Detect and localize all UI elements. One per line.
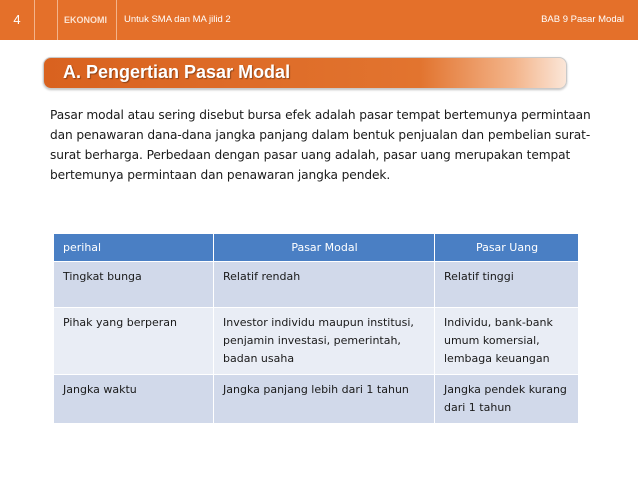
column-header: perihal bbox=[54, 234, 214, 262]
header-divider bbox=[34, 0, 35, 40]
header-divider bbox=[57, 0, 58, 40]
header-divider bbox=[116, 0, 117, 40]
section-title: A. Pengertian Pasar Modal bbox=[63, 62, 291, 82]
table-cell: Pihak yang berperan bbox=[54, 308, 214, 375]
table-cell: Relatif tinggi bbox=[435, 262, 579, 308]
table-row bbox=[54, 262, 579, 308]
column-header: Pasar Modal bbox=[214, 234, 435, 262]
header-bar bbox=[0, 0, 638, 40]
table-cell: Relatif rendah bbox=[214, 262, 435, 308]
table-cell: Jangka pendek kurang dari 1 tahun bbox=[435, 375, 579, 424]
table-cell: Tingkat bunga bbox=[54, 262, 214, 308]
comparison-table bbox=[53, 233, 579, 424]
table-header-row bbox=[54, 234, 579, 262]
table-row bbox=[54, 308, 579, 375]
subject-label: EKONOMI bbox=[64, 15, 108, 25]
table-row bbox=[54, 375, 579, 424]
column-header: Pasar Uang bbox=[435, 234, 579, 262]
chapter-title: BAB 9 Pasar Modal bbox=[541, 14, 624, 25]
table-cell: Jangka panjang lebih dari 1 tahun bbox=[214, 375, 435, 424]
page-number: 4 bbox=[13, 12, 21, 27]
table-cell: Investor individu maupun institusi, penjamin investasi, pemerintah, badan usaha bbox=[214, 308, 435, 375]
body-paragraph: Pasar modal atau sering disebut bursa efek adalah pasar tempat bertemunya permintaan dan penawaran dana-dana jangka panjang dalam bentuk penjualan dan pembelian surat-surat berharga. Perbedaan dengan pasar uang adalah, pasar uang merupakan tempat bertemunya permintaan dan penawaran jangka pendek. bbox=[50, 108, 591, 182]
table-cell: Individu, bank-bank umum komersial, lembaga keuangan bbox=[435, 308, 579, 375]
table-cell: Jangka waktu bbox=[54, 375, 214, 424]
book-title: Untuk SMA dan MA jilid 2 bbox=[124, 14, 231, 25]
section-banner bbox=[43, 57, 567, 89]
